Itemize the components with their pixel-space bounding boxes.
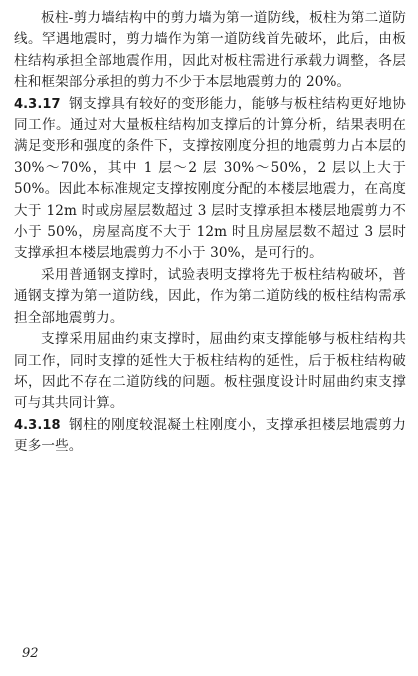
- page-number: 92: [22, 646, 39, 661]
- clause-text: 钢柱的刚度较混凝土柱刚度小，支撑承担楼层地震剪力更多一些。: [14, 416, 406, 455]
- clause-4-3-17: [14, 94, 406, 265]
- paragraph-text: 板柱-剪力墙结构中的剪力墙为第一道防线，板柱为第二道防线。罕遇地震时，剪力墙作为第一道防线首先破坏，此后，由板柱结构承担全部地震作用，因此对板柱需进行承载力调整，各层柱和框架部分承担的剪力不少于本层地震剪力的 20%。: [14, 10, 406, 91]
- clause-number: 4.3.17: [14, 96, 61, 112]
- paragraph-text: 支撑采用屈曲约束支撑时，屈曲约束支撑能够与板柱结构共同工作，同时支撑的延性大于板柱结构的延性，后于板柱结构破坏，因此不存在二道防线的问题。板柱强度设计时屈曲约束支撑可与其共同计算。: [14, 331, 406, 412]
- clause-text: 钢支撑具有较好的变形能力，能够与板柱结构更好地协同工作。通过对大量板柱结构加支撑后的计算分析，结果表明在满足变形和强度的条件下，支撑按刚度分担的地震剪力占本层的 30%～70%，其中 1 层～2 层 30%～50%，2 层以上大于 50%。因此本标准规定支撑按刚度分配的本楼层地震力，在高度大于 12m 时或房屋层数超过 3 层时支撑承担本楼层地震剪力不小于 50%，房屋高度不大于 12m 时且房屋层数不超过 3 层时支撑承担本楼层地震剪力不小于 30%，是可行的。: [14, 95, 406, 262]
- clause-4-3-18: [14, 415, 406, 458]
- paragraph-buckling-restrained-brace: [14, 329, 406, 415]
- paragraph-slab-column-shear-wall: [14, 8, 406, 94]
- clause-number: 4.3.18: [14, 417, 61, 433]
- paragraph-ordinary-steel-brace: [14, 265, 406, 329]
- paragraph-text: 采用普通钢支撑时，试验表明支撑将先于板柱结构破坏，普通钢支撑为第一道防线，因此，作为第二道防线的板柱结构需承担全部地震剪力。: [14, 266, 406, 326]
- document-body: [14, 8, 406, 458]
